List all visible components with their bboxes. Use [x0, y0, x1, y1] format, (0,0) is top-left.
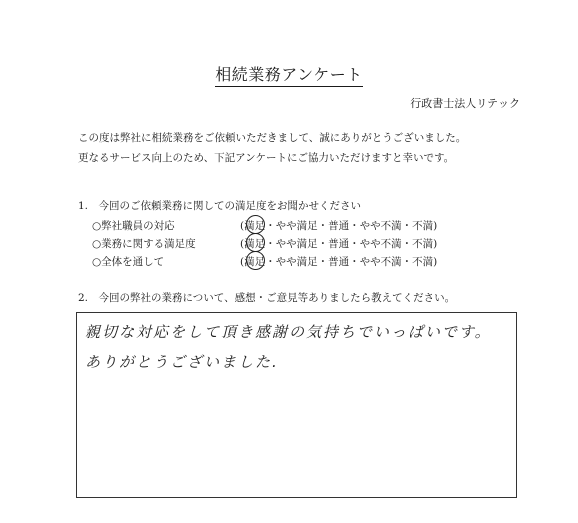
selected-rating-circle — [246, 215, 265, 234]
question-1-label: 1. 今回のご依頼業務に関しての満足度をお聞かせください — [78, 200, 362, 212]
title-text: 相続業務アンケート — [215, 65, 363, 87]
intro-text — [78, 128, 466, 168]
intro-line-2: 更なるサービス向上のため、下記アンケートにご協力いただけますと幸いです。 — [78, 152, 455, 164]
rating-scale: (満足・やや満足・普通・やや不満・不満) — [240, 238, 438, 250]
selected-rating-circle — [246, 233, 265, 252]
intro-line-1: この度は弊社に相続業務をご依頼いただきまして、誠にありがとうございました。 — [78, 132, 467, 144]
rating-scale: (満足・やや満足・普通・やや不満・不満) — [240, 256, 438, 268]
page-title — [0, 62, 578, 85]
answer-line-1: 親切な対応をして頂き感謝の気持ちでいっぱいです。 — [85, 323, 492, 341]
handwritten-answer — [85, 317, 492, 377]
question-2-label: 2. 今回の弊社の業務について、感想・ご意見等ありましたら教えてください。 — [78, 292, 456, 304]
rating-item-label: ○全体を通して — [92, 256, 165, 268]
rating-item-label: ○業務に関する満足度 — [92, 238, 196, 250]
selected-rating-circle — [246, 251, 265, 270]
rating-scale: (満足・やや満足・普通・やや不満・不満) — [240, 220, 438, 232]
organization-name: 行政書士法人リテック — [410, 97, 520, 110]
rating-item-label: ○弊社職員の対応 — [92, 220, 175, 232]
free-text-answer-box[interactable] — [76, 312, 517, 498]
answer-line-2: ありがとうございました. — [85, 353, 279, 371]
